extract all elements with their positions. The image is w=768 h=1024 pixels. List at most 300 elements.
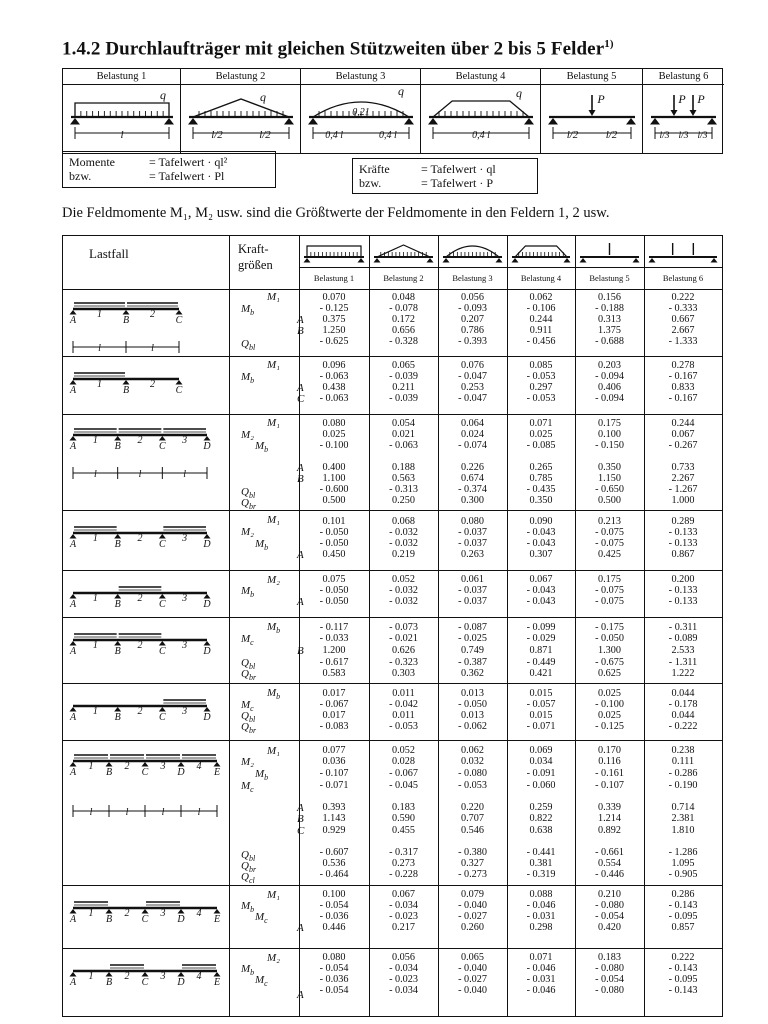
table-cell: - 0.607 [319, 847, 349, 858]
table-cell: 0.749 [461, 645, 484, 656]
table-cell: - 0.040 [458, 963, 487, 974]
table-cell: 0.011 [392, 688, 415, 699]
table-cell: 2.533 [671, 645, 695, 656]
table-cell: 0.656 [392, 325, 415, 336]
support-label: A [69, 914, 77, 925]
table-cell: - 0.067 [319, 699, 349, 710]
span-number: 2 [137, 593, 143, 604]
table-cell: - 0.053 [389, 721, 418, 732]
table-cell: - 0.089 [668, 633, 698, 644]
support-triangle [633, 258, 640, 263]
support-label: B [105, 977, 113, 988]
support-triangle [123, 380, 130, 385]
span-l: l [197, 807, 201, 818]
force-symbol: A [297, 549, 304, 561]
table-cell: 0.833 [671, 382, 695, 393]
table-cell: 0.446 [322, 922, 346, 933]
table-cell: 0.400 [322, 462, 346, 473]
support-triangle [142, 762, 149, 767]
load-case-group-4 [63, 511, 722, 571]
table-cell: 0.013 [461, 688, 484, 699]
value-column-belastung-6 [644, 511, 722, 571]
force-symbol: A [297, 382, 304, 394]
table-cell: 0.067 [529, 574, 553, 585]
table-cell: - 0.080 [595, 900, 624, 911]
table-cell: - 0.286 [668, 768, 698, 779]
table-cell: 1.150 [598, 473, 621, 484]
load-case-group-1 [63, 289, 722, 357]
force-symbol: $M_c$ [255, 911, 268, 926]
table-cell: 0.116 [598, 756, 621, 767]
load-case-figure [643, 85, 724, 153]
table-cell: 0.183 [392, 802, 415, 813]
value-column-belastung-4 [507, 511, 575, 571]
support-triangle [70, 118, 80, 125]
table-cell: 1.300 [598, 645, 621, 656]
table-cell: 0.069 [529, 745, 553, 756]
table-cell: - 0.063 [319, 371, 349, 382]
table-cell: 0.313 [598, 314, 621, 325]
force-symbol: $Q_{bl}$ [241, 849, 256, 864]
span-number: 1 [97, 309, 102, 320]
table-cell: - 0.075 [595, 596, 624, 607]
load-q: q [260, 90, 266, 104]
support-label: D [203, 646, 211, 657]
force-symbols [235, 511, 304, 571]
force-symbol: $Q_{bl}$ [241, 338, 256, 353]
support-triangle [427, 258, 434, 263]
table-cell: - 0.032 [389, 585, 418, 596]
table-cell: 0.500 [598, 495, 621, 506]
table-cell: - 0.047 [458, 371, 487, 382]
support-triangle [70, 594, 77, 599]
table-cell: - 0.050 [319, 538, 349, 549]
table-cell: 0.056 [392, 952, 415, 963]
span-number: 2 [124, 761, 130, 772]
support-triangle [204, 436, 211, 441]
load-case-group-10 [63, 949, 722, 1018]
value-column-belastung-2 [369, 357, 438, 415]
support-triangle [580, 258, 587, 263]
support-triangle [548, 118, 558, 125]
value-column-belastung-5 [575, 684, 644, 741]
table-cell: - 0.025 [458, 633, 487, 644]
force-symbol: $M_c$ [241, 633, 254, 648]
span-number: 4 [196, 761, 202, 772]
table-cell: 0.339 [598, 802, 621, 813]
span-number: 1 [97, 379, 102, 390]
table-cell: 0.500 [322, 495, 346, 506]
table-cell: 0.065 [461, 952, 484, 963]
table-cell: - 0.032 [389, 527, 418, 538]
support-triangle [304, 258, 311, 263]
force-symbol: $M_b$ [255, 440, 269, 455]
table-cell: - 0.075 [595, 527, 624, 538]
support-label: A [69, 712, 77, 723]
table-cell: 0.583 [322, 668, 346, 679]
support-triangle [178, 972, 185, 977]
support-triangle [114, 436, 121, 441]
support-label: C [158, 441, 166, 452]
table-cell: 0.226 [461, 462, 484, 473]
table-cell: - 0.043 [526, 585, 556, 596]
table-cell: 1.214 [598, 813, 621, 824]
force-symbols [235, 415, 304, 512]
value-column-belastung-2 [369, 741, 438, 886]
column-header-belastung-3 [438, 236, 507, 289]
support-triangle [711, 258, 718, 263]
span-number: 4 [196, 971, 202, 982]
table-cell: - 0.023 [389, 911, 418, 922]
kraefte-formula-box: Kräfte = Tafelwert · ql bzw. = Tafelwert · P [352, 158, 538, 194]
table-cell: - 0.093 [458, 303, 487, 314]
table-cell: - 0.095 [668, 974, 698, 985]
support-label: B [114, 712, 121, 723]
table-cell: - 0.080 [595, 963, 624, 974]
support-triangle [70, 380, 77, 385]
support-label: B [114, 646, 121, 657]
support-triangle [204, 534, 211, 539]
value-column-belastung-3 [438, 618, 507, 684]
table-cell: - 0.095 [668, 911, 698, 922]
table-cell: 0.674 [461, 473, 484, 484]
table-cell: 0.450 [322, 549, 346, 560]
table-cell: 0.289 [671, 516, 695, 527]
load-p: P [697, 92, 705, 106]
table-cell: - 0.053 [458, 780, 487, 791]
table-cell: 0.785 [529, 473, 553, 484]
table-cell: 0.307 [529, 549, 553, 560]
force-symbol: M₁ [267, 745, 280, 757]
table-cell: - 0.094 [595, 371, 624, 382]
span-l: l [89, 807, 93, 818]
support-triangle [404, 118, 414, 125]
table-cell: - 0.036 [319, 974, 349, 985]
load-case-6 [643, 69, 724, 153]
lastfall-diagram [67, 357, 229, 415]
table-cell: - 0.094 [595, 393, 624, 404]
table-cell: - 0.317 [389, 847, 418, 858]
force-symbol: $M_b$ [241, 303, 255, 318]
force-symbol: $Q_{cl}$ [241, 871, 255, 886]
table-cell: - 0.078 [389, 303, 418, 314]
table-cell: 0.096 [322, 360, 346, 371]
span-number: 3 [160, 908, 166, 919]
support-triangle [512, 258, 519, 263]
table-cell: 0.259 [529, 802, 553, 813]
table-cell: - 0.600 [319, 484, 349, 495]
table-cell: - 0.054 [319, 963, 349, 974]
table-cell: - 0.107 [595, 780, 624, 791]
table-cell: - 0.328 [389, 336, 418, 347]
force-symbols [235, 289, 304, 357]
support-triangle [70, 762, 77, 767]
support-label: D [177, 977, 185, 988]
table-cell: 0.273 [392, 858, 415, 869]
table-cell: - 0.387 [458, 657, 487, 668]
load-case-label: Belastung 1 [63, 69, 180, 85]
column-header-label: Belastung 1 [299, 267, 369, 288]
table-cell: 0.090 [529, 516, 553, 527]
table-cell: - 0.027 [458, 911, 487, 922]
force-symbols [235, 949, 304, 1018]
table-cell: - 0.071 [319, 780, 349, 791]
table-cell: 1.100 [322, 473, 346, 484]
table-cell: - 0.374 [458, 484, 487, 495]
load-q: q [516, 86, 522, 100]
table-cell: 0.062 [461, 745, 484, 756]
value-column-belastung-6 [644, 886, 722, 949]
table-cell: - 0.091 [526, 768, 556, 779]
span-third: l/3 [697, 131, 708, 141]
span-number: 3 [182, 533, 188, 544]
table-cell: 0.034 [529, 756, 553, 767]
beam-diagram [67, 684, 229, 741]
column-header-belastung-4 [507, 236, 575, 289]
table-cell: - 0.062 [458, 721, 487, 732]
table-cell: - 0.167 [668, 393, 698, 404]
value-column-belastung-2 [369, 289, 438, 357]
force-symbol: C [297, 825, 305, 837]
table-cell: 0.210 [598, 889, 621, 900]
table-cell: - 0.045 [389, 780, 418, 791]
table-cell: - 0.435 [526, 484, 556, 495]
support-triangle [70, 534, 77, 539]
load-icon [644, 239, 722, 267]
table-cell: - 0.040 [458, 900, 487, 911]
support-triangle [214, 972, 221, 977]
table-cell: 0.017 [322, 710, 346, 721]
support-triangle [70, 310, 77, 315]
table-cell: 1.375 [598, 325, 621, 336]
table-cell: - 1.333 [668, 336, 698, 347]
load-p: P [597, 92, 605, 106]
table-cell: - 0.033 [319, 633, 349, 644]
value-column-belastung-3 [438, 289, 507, 357]
value-column-belastung-6 [644, 741, 722, 886]
support-triangle [204, 641, 211, 646]
load-case-figure [421, 85, 541, 153]
value-column-belastung-1 [299, 289, 369, 357]
force-symbol: M₂ [267, 952, 280, 964]
table-cell: - 0.190 [668, 780, 698, 791]
table-cell: 0.867 [671, 549, 695, 560]
table-cell: 0.024 [461, 429, 484, 440]
table-cell: - 0.054 [319, 900, 349, 911]
table-cell: 1.810 [671, 825, 695, 836]
value-column-belastung-6 [644, 618, 722, 684]
table-cell: 0.025 [598, 710, 621, 721]
force-symbol: $Q_{bl}$ [241, 710, 256, 725]
value-column-belastung-1 [299, 886, 369, 949]
table-cell: - 0.050 [319, 527, 349, 538]
table-cell: - 0.143 [668, 900, 698, 911]
span-half: l/2 [259, 129, 271, 141]
table-cell: 0.111 [671, 756, 695, 767]
table-cell: - 0.446 [595, 869, 624, 880]
support-triangle [308, 118, 318, 125]
table-cell: 2.667 [671, 325, 695, 336]
table-cell: - 0.037 [458, 585, 487, 596]
force-symbols [235, 357, 305, 415]
force-symbol: $M_b$ [255, 538, 269, 553]
support-label: C [175, 385, 183, 396]
value-column-belastung-2 [369, 684, 438, 741]
lastfall-diagram [67, 949, 229, 1018]
table-cell: - 0.075 [595, 538, 624, 549]
table-cell: 0.044 [671, 688, 695, 699]
table-cell: 0.068 [392, 516, 415, 527]
force-symbol: B [297, 325, 304, 337]
support-triangle [70, 909, 77, 914]
table-cell: 0.172 [392, 314, 415, 325]
support-label: A [69, 441, 77, 452]
table-cell: 0.420 [598, 922, 621, 933]
value-column-belastung-5 [575, 571, 644, 618]
force-symbol: $M_b$ [241, 371, 255, 386]
table-cell: - 0.175 [595, 622, 624, 633]
support-triangle [159, 707, 166, 712]
load-case-group-8 [63, 741, 722, 886]
force-symbols [235, 684, 299, 741]
table-header [63, 236, 722, 290]
support-label: A [69, 646, 77, 657]
span-part: 0,4 l [325, 130, 344, 141]
support-triangle [176, 310, 183, 315]
span-third: l/3 [659, 131, 670, 141]
table-cell: - 0.087 [458, 622, 487, 633]
value-column-belastung-4 [507, 949, 575, 1018]
table-cell: - 0.027 [458, 974, 487, 985]
load-case-figure [181, 85, 301, 153]
force-symbol: B [297, 473, 304, 485]
beam-diagram [67, 415, 229, 511]
value-column-belastung-3 [438, 886, 507, 949]
table-cell: 0.871 [529, 645, 553, 656]
support-triangle [650, 118, 660, 125]
table-cell: 0.822 [529, 813, 553, 824]
table-cell: - 0.043 [526, 527, 556, 538]
force-symbol: M₁ [267, 417, 280, 429]
table-cell: 0.786 [461, 325, 484, 336]
table-cell: - 0.023 [389, 974, 418, 985]
table-cell: 0.929 [322, 825, 346, 836]
lastfall-diagram [67, 571, 229, 618]
table-cell: - 0.117 [319, 622, 349, 633]
table-cell: 0.300 [461, 495, 484, 506]
span-part: 0,4 l [378, 130, 397, 141]
table-cell: - 0.625 [319, 336, 349, 347]
table-cell: - 0.133 [668, 527, 698, 538]
page-title: 1.4.2 Durchlaufträger mit gleichen Stützweiten über 2 bis 5 Felder$^{1)}$ [62, 38, 614, 60]
table-cell: 0.250 [392, 495, 415, 506]
load-case-group-6 [63, 618, 722, 684]
value-column-belastung-5 [575, 949, 644, 1018]
span-half: l/2 [566, 129, 579, 141]
support-label: A [69, 977, 77, 988]
support-label: D [177, 914, 185, 925]
table-cell: 0.100 [322, 889, 346, 900]
table-cell: 0.028 [392, 756, 415, 767]
table-cell: 0.011 [392, 710, 415, 721]
table-cell: 0.062 [529, 292, 553, 303]
table-cell: 0.238 [671, 745, 695, 756]
table-cell: 0.056 [461, 292, 484, 303]
table-cell: 0.021 [392, 429, 415, 440]
table-cell: 0.911 [529, 325, 553, 336]
load-case-label: Belastung 3 [301, 69, 420, 85]
table-cell: - 0.125 [595, 721, 624, 732]
table-cell: - 0.313 [389, 484, 418, 495]
table-cell: 0.025 [598, 688, 621, 699]
value-column-belastung-1 [299, 618, 369, 684]
table-cell: - 0.047 [458, 393, 487, 404]
lastfall-diagram [67, 741, 229, 886]
table-cell: 0.188 [392, 462, 415, 473]
table-cell: - 0.178 [668, 699, 698, 710]
table-cell: - 0.273 [458, 869, 487, 880]
value-column-belastung-6 [644, 357, 722, 415]
column-header-label: Belastung 6 [644, 267, 722, 288]
force-symbol: M₂ [241, 756, 254, 768]
table-cell: - 0.617 [319, 657, 349, 668]
force-symbol: A [297, 802, 304, 814]
load-icon [507, 239, 575, 267]
value-column-belastung-4 [507, 618, 575, 684]
value-column-belastung-3 [438, 357, 507, 415]
force-symbol: M₁ [267, 889, 280, 901]
support-triangle [428, 118, 438, 125]
value-column-belastung-6 [644, 684, 722, 741]
load-icon [575, 239, 644, 267]
table-cell: - 0.053 [526, 393, 556, 404]
span-number: 3 [182, 640, 188, 651]
support-label: A [69, 599, 77, 610]
support-label: B [105, 914, 113, 925]
table-cell: - 0.080 [458, 768, 487, 779]
support-label: C [158, 712, 166, 723]
lastfall-diagram [67, 618, 229, 684]
support-label: D [177, 767, 185, 778]
support-triangle [106, 972, 113, 977]
span-part: 0,4 l [472, 130, 490, 141]
value-column-belastung-3 [438, 571, 507, 618]
table-cell: 0.222 [671, 292, 695, 303]
support-triangle [178, 762, 185, 767]
support-label: B [114, 441, 121, 452]
force-symbol: $Q_{br}$ [241, 668, 257, 683]
table-cell: - 0.080 [595, 985, 624, 996]
table-cell: - 0.905 [668, 869, 698, 880]
table-cell: - 0.063 [319, 393, 349, 404]
load-q: q [398, 85, 404, 98]
table-cell: - 0.074 [458, 440, 487, 451]
support-label: C [158, 646, 166, 657]
table-cell: - 0.036 [319, 911, 349, 922]
table-cell: - 0.107 [319, 768, 349, 779]
table-cell: 0.733 [671, 462, 695, 473]
beam-diagram [67, 511, 229, 571]
table-cell: - 0.031 [526, 911, 556, 922]
support-triangle [70, 707, 77, 712]
table-cell: - 0.319 [526, 869, 556, 880]
table-cell: - 0.133 [668, 596, 698, 607]
beam-diagram [67, 357, 229, 415]
table-cell: - 0.037 [458, 538, 487, 549]
table-cell: 0.298 [529, 922, 553, 933]
support-triangle [374, 258, 381, 263]
value-column-belastung-4 [507, 571, 575, 618]
